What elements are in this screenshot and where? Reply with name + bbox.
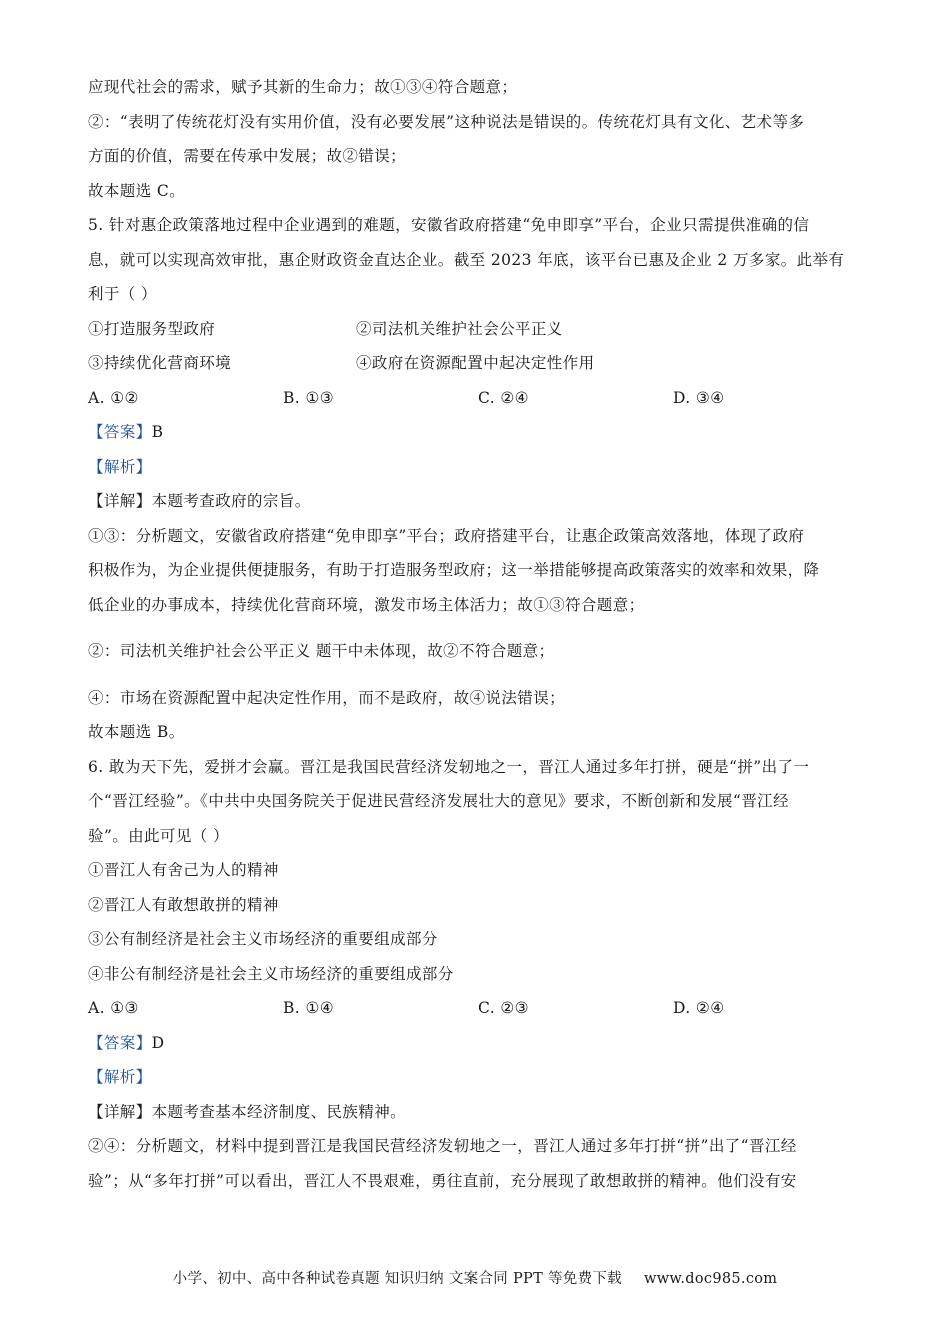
choice-c: C. ②③ — [478, 999, 529, 1017]
explanation-line: 低企业的办事成本，持续优化营商环境，激发市场主体活力；故①③符合题意； — [88, 595, 645, 614]
statement: ①晋江人有舍己为人的精神 — [88, 861, 279, 879]
statement: ③公有制经济是社会主义市场经济的重要组成部分 — [88, 930, 438, 948]
text-line: 故本题选 C。 — [88, 181, 186, 200]
choice-d: D. ②④ — [673, 999, 725, 1017]
detail-line: 【详解】本题考查政府的宗旨。 — [88, 492, 311, 510]
question-5-choices — [88, 381, 868, 416]
text-line: ②：“表明了传统花灯没有实用价值，没有必要发展”这种说法是错误的。传统花灯具有文化、艺术等多 — [88, 112, 805, 131]
explanation-line: ②④：分析题文，材料中提到晋江是我国民营经济发轫地之一，晋江人通过多年打拼“拼”出了“晋江经 — [88, 1137, 797, 1155]
answer-line — [88, 415, 868, 450]
answer-line — [88, 1026, 868, 1061]
explanation-line: 故本题选 B。 — [88, 723, 185, 741]
choice-b: B. ①④ — [283, 999, 335, 1017]
statement: ③持续优化营商环境 — [88, 354, 232, 372]
footer-text: 小学、初中、高中各种试卷真题 知识归纳 文案合同 PPT 等免费下载 — [172, 1271, 622, 1287]
text-line: 方面的价值，需要在传承中发展；故②错误； — [88, 147, 407, 165]
question-6-stem: 个“晋江经验”。《中共中央国务院关于促进民营经济发展壮大的意见》要求，不断创新和发展“晋江经 — [88, 792, 789, 810]
answer-value: B — [151, 423, 164, 441]
question-5-statements-row — [88, 312, 868, 347]
question-5-stem: 利于（ ） — [88, 285, 157, 303]
statement: ①打造服务型政府 — [88, 319, 216, 338]
choice-d: D. ③④ — [673, 388, 725, 407]
page-footer — [0, 1267, 950, 1288]
explanation-line: 验”；从“多年打拼”可以看出，晋江人不畏艰难，勇往直前，充分展现了敢想敢拼的精神。他们没有安 — [88, 1171, 797, 1190]
document-body — [88, 70, 868, 1198]
answer-value: D — [151, 1033, 165, 1052]
question-5-statements-row — [88, 346, 868, 381]
question-5-stem: 息，就可以实现高效审批，惠企财政资金直达企业。截至 2023 年底，该平台已惠及企业 2 万多家。此举有 — [88, 250, 845, 269]
explanation-line: 积极作为，为企业提供便捷服务，有助于打造服务型政府；这一举措能够提高政策落实的效率和效果，降 — [88, 561, 820, 579]
question-5-stem: 5. 针对惠企政策落地过程中企业遇到的难题，安徽省政府搭建“免申即享”平台，企业只需提供准确的信 — [88, 216, 810, 234]
explanation-line: ①③：分析题文，安徽省政府搭建“免申即享”平台；政府搭建平台，让惠企政策高效落地，体现了政府 — [88, 526, 805, 545]
question-6-stem: 6. 敢为天下先，爱拼才会赢。晋江是我国民营经济发轫地之一，晋江人通过多年打拼，硬是“拼”出了一 — [88, 757, 810, 776]
choice-b: B. ①③ — [283, 388, 335, 407]
choice-c: C. ②④ — [478, 388, 529, 407]
statement: ④政府在资源配置中起决定性作用 — [356, 354, 595, 372]
choice-a: A. ①② — [88, 388, 139, 407]
statement: ④非公有制经济是社会主义市场经济的重要组成部分 — [88, 964, 454, 983]
explanation-line: ②：司法机关维护社会公平正义 题干中未体现，故②不符合题意； — [88, 642, 555, 660]
explanation-line: ④：市场在资源配置中起决定性作用，而不是政府，故④说法错误； — [88, 688, 566, 707]
answer-tag: 【答案】 — [88, 423, 152, 441]
question-6-choices — [88, 991, 868, 1026]
analysis-tag: 【解析】 — [88, 457, 152, 476]
answer-tag: 【答案】 — [88, 1033, 152, 1052]
text-line: 应现代社会的需求，赋予其新的生命力；故①③④符合题意； — [88, 78, 518, 96]
statement: ②晋江人有敢想敢拼的精神 — [88, 895, 279, 914]
question-6-stem: 验”。由此可见（ ） — [88, 826, 229, 845]
footer-link[interactable]: www.doc985.com — [643, 1271, 778, 1287]
analysis-tag: 【解析】 — [88, 1068, 152, 1086]
detail-line: 【详解】本题考查基本经济制度、民族精神。 — [88, 1102, 407, 1121]
statement: ②司法机关维护社会公平正义 — [356, 319, 563, 338]
choice-a: A. ①③ — [88, 999, 139, 1017]
